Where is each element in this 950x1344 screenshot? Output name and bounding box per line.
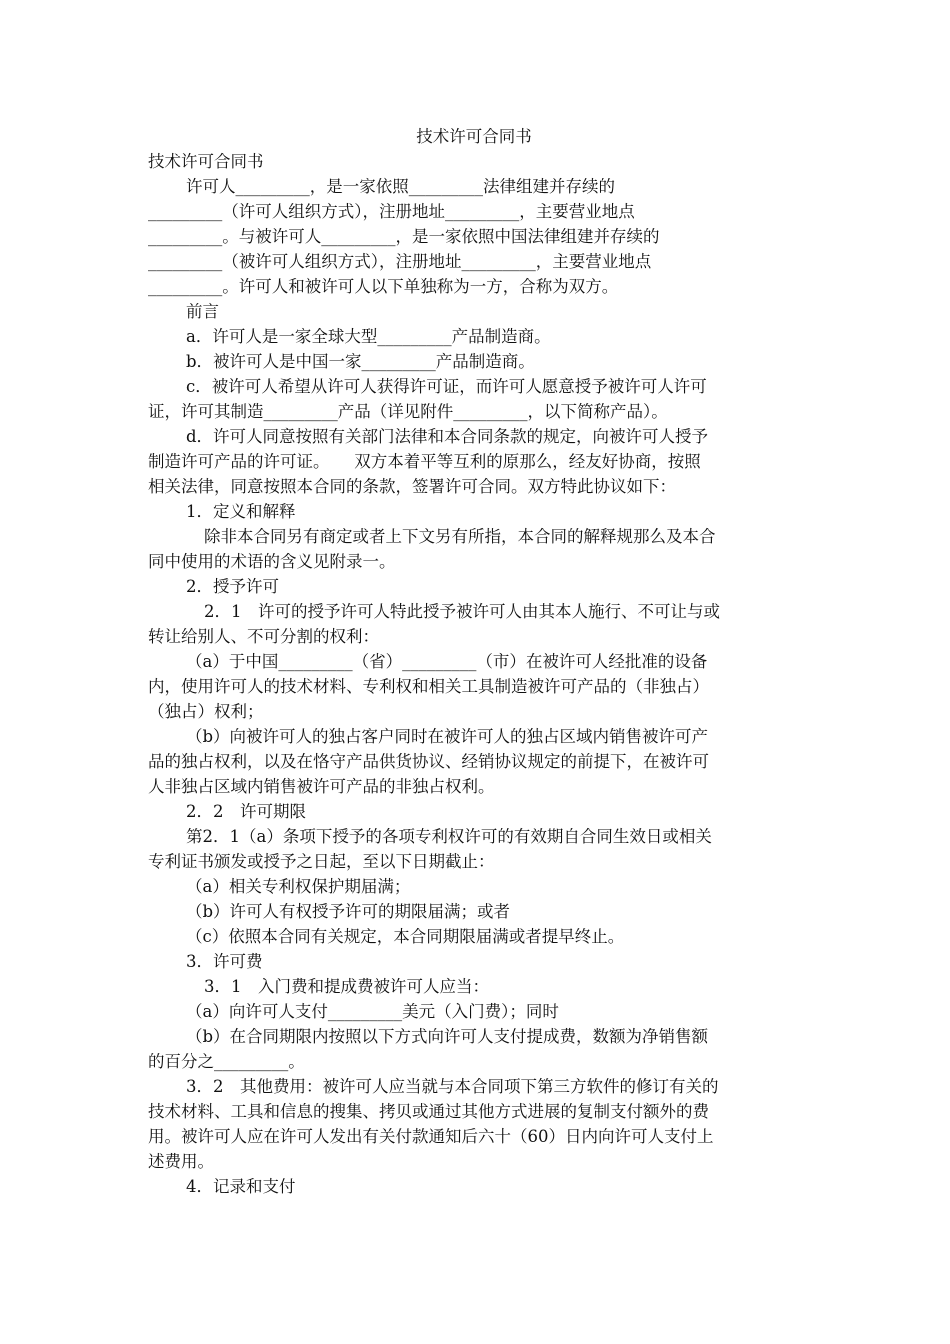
document-line: c．被许可人希望从许可人获得许可证，而许可人愿意授予被许可人许可 xyxy=(186,377,707,396)
document-page xyxy=(148,124,800,1199)
document-line: 人非独占区域内销售被许可产品的非独占权利。 xyxy=(148,777,495,796)
document-line: （b）许可人有权授予许可的期限届满；或者 xyxy=(186,902,511,921)
document-line: 3．1 入门费和提成费被许可人应当： xyxy=(204,977,489,996)
document-line: （独占）权利； xyxy=(148,702,264,721)
document-line: 证，许可其制造_________产品（详见附件_________，以下简称产品）。 xyxy=(148,402,668,421)
document-line: （c）依照本合同有关规定，本合同期限届满或者提早终止。 xyxy=(186,927,625,946)
document-line: （b）向被许可人的独占客户同时在被许可人的独占区域内销售被许可产 xyxy=(186,727,709,746)
document-line: 用。被许可人应在许可人发出有关付款通知后六十（60）日内向许可人支付上 xyxy=(148,1127,714,1146)
document-title: 技术许可合同书 xyxy=(416,127,532,146)
document-line: 1．定义和解释 xyxy=(186,502,296,521)
document-line: 转让给别人、不可分割的权利： xyxy=(148,627,379,646)
document-line: _________。许可人和被许可人以下单独称为一方，合称为双方。 xyxy=(148,277,619,296)
document-line: _________（许可人组织方式），注册地址_________，主要营业地点 xyxy=(148,202,635,221)
document-line: 技术材料、工具和信息的搜集、拷贝或通过其他方式进展的复制支付额外的费 xyxy=(148,1102,709,1121)
document-line: _________。与被许可人_________，是一家依照中国法律组建并存续的 xyxy=(148,227,660,246)
document-line: 许可人_________，是一家依照_________法律组建并存续的 xyxy=(186,177,615,196)
document-line: 4．记录和支付 xyxy=(186,1177,296,1196)
document-line: 技术许可合同书 xyxy=(148,152,264,171)
document-line: d．许可人同意按照有关部门法律和本合同条款的规定，向被许可人授予 xyxy=(186,427,709,446)
document-line: 述费用。 xyxy=(148,1152,214,1171)
document-line: 制造许可产品的许可证。 双方本着平等互利的原那么，经友好协商，按照 xyxy=(148,452,701,471)
document-line: （b）在合同期限内按照以下方式向许可人支付提成费，数额为净销售额 xyxy=(186,1027,709,1046)
document-body xyxy=(148,149,800,1199)
document-line: 专利证书颁发或授予之日起，至以下日期截止： xyxy=(148,852,495,871)
document-line: 3．2 其他费用：被许可人应当就与本合同项下第三方软件的修订有关的 xyxy=(186,1077,719,1096)
document-line: （a）相关专利权保护期届满； xyxy=(186,877,411,896)
document-line: 内，使用许可人的技术材料、专利权和相关工具制造被许可产品的（非独占） xyxy=(148,677,709,696)
document-line: 2．授予许可 xyxy=(186,577,279,596)
document-line: 相关法律，同意按照本合同的条款，签署许可合同。双方特此协议如下： xyxy=(148,477,676,496)
document-line: _________（被许可人组织方式），注册地址_________，主要营业地点 xyxy=(148,252,652,271)
document-line: 前言 xyxy=(186,302,219,321)
document-line: b．被许可人是中国一家_________产品制造商。 xyxy=(186,352,535,371)
document-line: 同中使用的术语的含义见附录一。 xyxy=(148,552,396,571)
document-line: 品的独占权利，以及在恪守产品供货协议、经销协议规定的前提下，在被许可 xyxy=(148,752,709,771)
document-line: 2．2 许可期限 xyxy=(186,802,306,821)
document-line: （a）向许可人支付_________美元（入门费）；同时 xyxy=(186,1002,559,1021)
document-line: 2．1 许可的授予许可人特此授予被许可人由其本人施行、不可让与或 xyxy=(204,602,720,621)
document-line: 3．许可费 xyxy=(186,952,263,971)
document-line: a．许可人是一家全球大型_________产品制造商。 xyxy=(186,327,551,346)
document-line: 的百分之_________。 xyxy=(148,1052,305,1071)
document-line: （a）于中国_________（省）_________（市）在被许可人经批准的设备 xyxy=(186,652,708,671)
document-line: 除非本合同另有商定或者上下文另有所指，本合同的解释规那么及本合 xyxy=(204,527,716,546)
document-line: 第2．1（a）条项下授予的各项专利权许可的有效期自合同生效日或相关 xyxy=(186,827,712,846)
